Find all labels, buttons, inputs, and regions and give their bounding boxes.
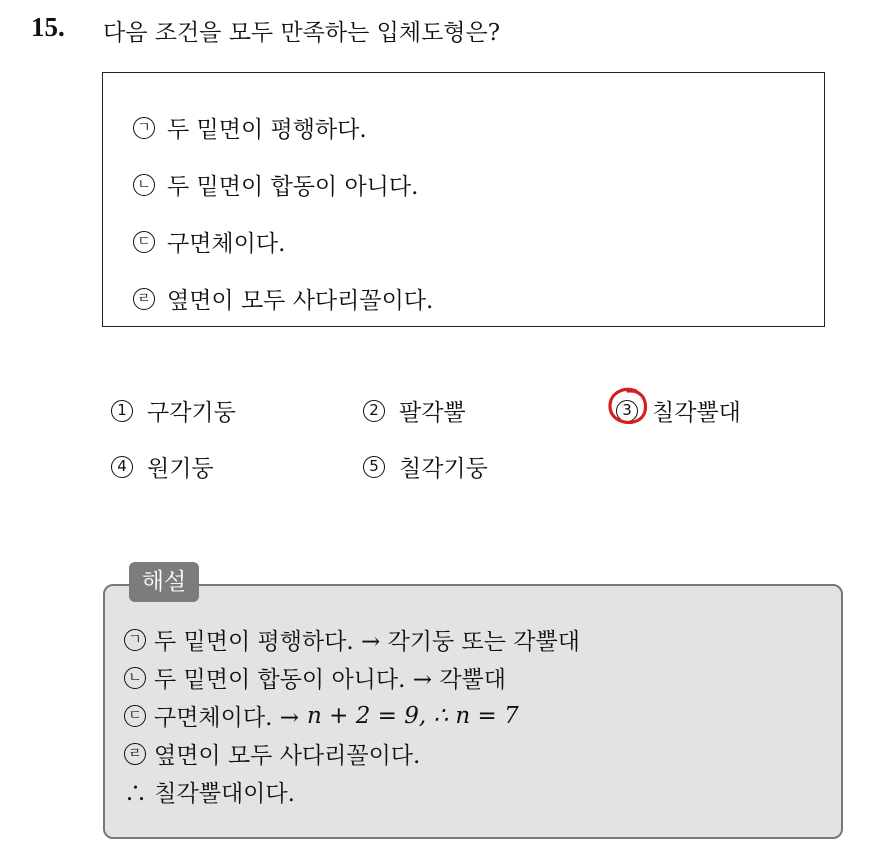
solution-line bbox=[124, 737, 420, 770]
conditions-box bbox=[102, 72, 825, 327]
condition-marker: ㄱ bbox=[133, 117, 155, 139]
solution-marker: ㄱ bbox=[124, 629, 146, 651]
solution-text: 옆면이 모두 사다리꼴이다. bbox=[154, 743, 421, 769]
choice-label: 칠각기둥 bbox=[399, 456, 488, 482]
answer-mark-circle bbox=[606, 385, 650, 427]
choice-5[interactable] bbox=[363, 450, 488, 483]
choice-number: 5 bbox=[363, 456, 385, 478]
solution-text: 구면체이다. → bbox=[154, 705, 299, 731]
choice-label: 팔각뿔 bbox=[399, 400, 466, 426]
solution-text: 두 밑면이 합동이 아니다. → 각뿔대 bbox=[154, 667, 506, 693]
choice-2[interactable] bbox=[363, 394, 466, 427]
solution-text: 두 밑면이 평행하다. → 각기둥 또는 각뿔대 bbox=[154, 629, 580, 655]
solution-marker: ㄴ bbox=[124, 667, 146, 689]
condition-marker: ㄴ bbox=[133, 174, 155, 196]
solution-line bbox=[124, 623, 580, 656]
choice-number: 1 bbox=[111, 400, 133, 422]
choice-number: 2 bbox=[363, 400, 385, 422]
condition-item bbox=[133, 225, 285, 258]
solution-marker: ㄷ bbox=[124, 705, 146, 727]
condition-text: 구면체이다. bbox=[167, 231, 286, 257]
choice-label: 칠각뿔대 bbox=[652, 400, 741, 426]
choice-1[interactable] bbox=[111, 394, 236, 427]
solution-tag: 해설 bbox=[129, 562, 199, 602]
condition-item bbox=[133, 111, 367, 144]
choice-number: 4 bbox=[111, 456, 133, 478]
solution-conclusion: ∴ 칠각뿔대이다. bbox=[124, 781, 295, 807]
condition-item bbox=[133, 168, 418, 201]
solution-line bbox=[124, 661, 506, 694]
condition-marker: ㄹ bbox=[133, 288, 155, 310]
question-number: 15. bbox=[31, 12, 65, 42]
condition-text: 두 밑면이 합동이 아니다. bbox=[167, 174, 419, 200]
condition-text: 두 밑면이 평행하다. bbox=[167, 117, 367, 143]
condition-marker: ㄷ bbox=[133, 231, 155, 253]
question-text: 다음 조건을 모두 만족하는 입체도형은? bbox=[103, 20, 501, 46]
solution-math: n + 2 = 9, ∴ n = 7 bbox=[306, 702, 519, 729]
choice-4[interactable] bbox=[111, 450, 214, 483]
solution-line bbox=[124, 699, 519, 732]
condition-text: 옆면이 모두 사다리꼴이다. bbox=[167, 288, 434, 314]
solution-marker: ㄹ bbox=[124, 743, 146, 765]
choice-number: 3 bbox=[616, 400, 638, 422]
choice-label: 원기둥 bbox=[147, 456, 214, 482]
choice-label: 구각기둥 bbox=[147, 400, 236, 426]
condition-item bbox=[133, 282, 433, 315]
